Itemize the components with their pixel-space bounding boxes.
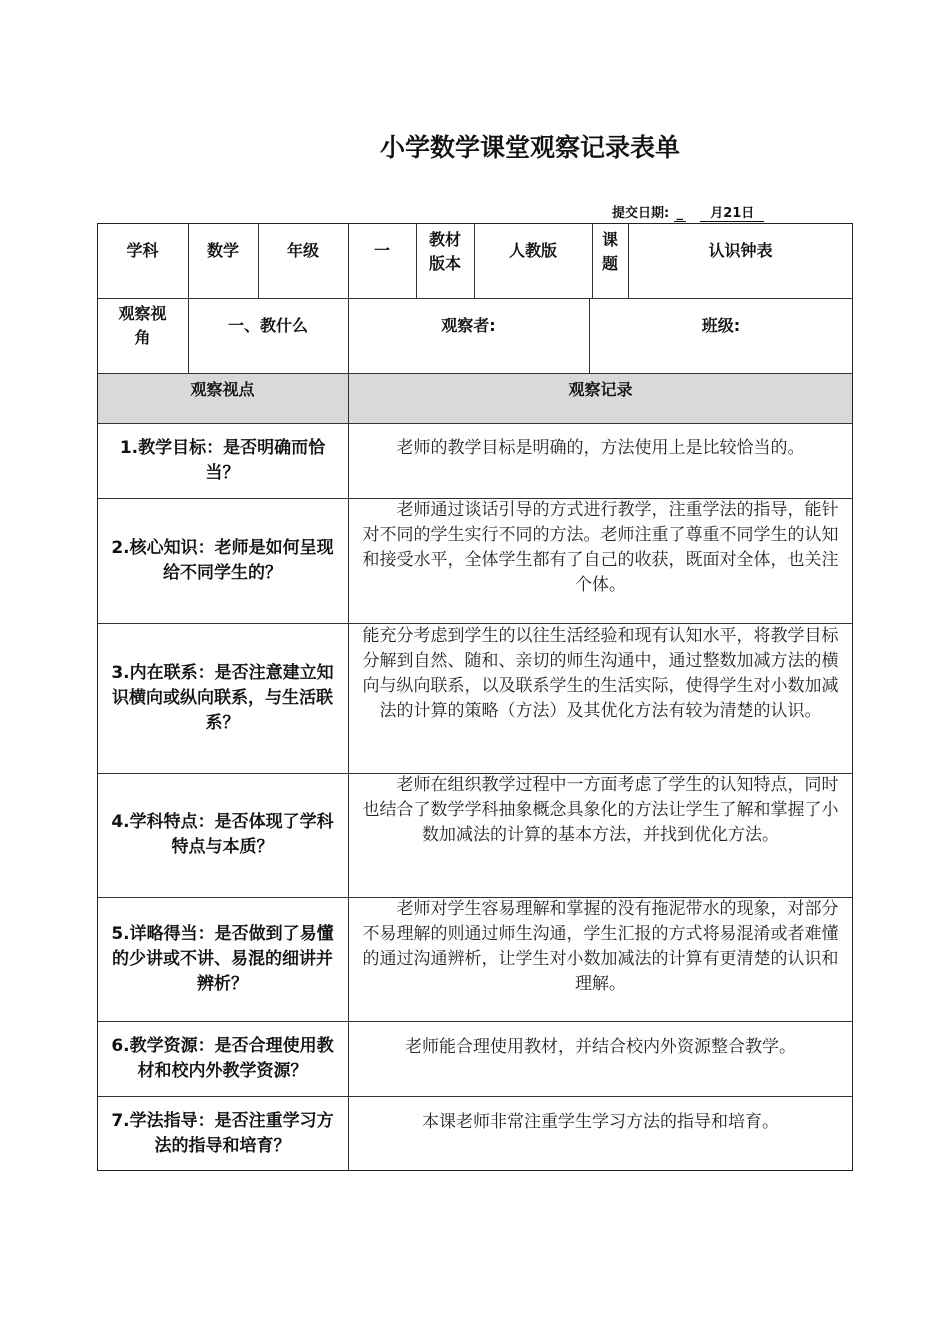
record-cell: 能充分考虑到学生的以往生活经验和现有认知水平，将教学目标分解到自然、随和、亲切的师生沟通中，通过整数加减方法的横向与纵向联系，以及联系学生的生活实际，使得学生对小数加减法的计算的策略（方法）及其优化方法有较为清楚的认识。 [362, 626, 839, 721]
topic-label: 课 题 [601, 230, 618, 273]
subject-label: 学科 [126, 241, 159, 260]
record-cell: 老师的教学目标是明确的，方法使用上是比较恰当的。 [396, 437, 805, 458]
record-cell: 老师在组织教学过程中一方面考虑了学生的认知特点，同时也结合了数学学科抽象概念具象化的方法让学生了解和掌握了小数加减法的计算的基本方法，并找到优化方法。 [362, 775, 839, 845]
submit-date-value: 月21日 [700, 202, 764, 222]
record-cell: 本课老师非常注重学生学习方法的指导和培育。 [422, 1111, 779, 1132]
observer-label: 观察者: [441, 316, 496, 335]
textbook-label: 教材 版本 [428, 230, 461, 273]
submit-date-month-blank: _ [674, 206, 686, 222]
topic-value: 认识钟表 [708, 241, 773, 260]
record-header: 观察记录 [568, 380, 633, 399]
question-cell: 6.教学资源：是否合理使用教材和校内外教学资源？ [111, 1035, 334, 1081]
question-cell: 4.学科特点：是否体现了学科特点与本质？ [111, 812, 334, 857]
point-header: 观察视点 [190, 380, 255, 399]
question-cell: 2.核心知识：老师是如何呈现给不同学生的？ [111, 537, 334, 583]
grade-value: 一 [373, 241, 390, 260]
grade-label: 年级 [286, 241, 319, 260]
submit-date [612, 202, 764, 222]
question-cell: 7.学法指导：是否注重学习方法的指导和培育？ [111, 1110, 334, 1156]
class-label: 班级: [701, 316, 741, 335]
rule [97, 373, 853, 374]
subject-value: 数学 [206, 241, 239, 260]
angle-label: 观察视 角 [118, 304, 167, 347]
page-title: 小学数学课堂观察记录表单 [379, 133, 680, 162]
record-cell: 老师通过谈话引导的方式进行教学，注重学法的指导，能针对不同的学生实行不同的方法。老师注重了尊重不同学生的认知和接受水平，全体学生都有了自己的收获，既面对全体，也关注个体。 [362, 500, 839, 595]
textbook-value: 人教版 [508, 241, 557, 260]
question-cell: 5.详略得当：是否做到了易懂的少讲或不讲、易混的细讲并辨析？ [111, 923, 334, 994]
record-cell: 老师能合理使用教材，并结合校内外资源整合教学。 [405, 1036, 796, 1057]
record-cell: 老师对学生容易理解和掌握的没有拖泥带水的现象，对部分不易理解的则通过师生沟通，学生汇报的方式将易混淆或者难懂的通过沟通辨析，让学生对小数加减法的计算有更清楚的认识和理解。 [362, 899, 839, 994]
question-cell: 1.教学目标：是否明确而恰当？ [119, 437, 326, 483]
question-cell: 3.内在联系：是否注意建立知识横向或纵向联系，与生活联系？ [111, 662, 334, 733]
submit-date-label: 提交日期: [612, 206, 670, 221]
angle-value: 一、教什么 [227, 316, 308, 335]
rule [97, 298, 853, 299]
